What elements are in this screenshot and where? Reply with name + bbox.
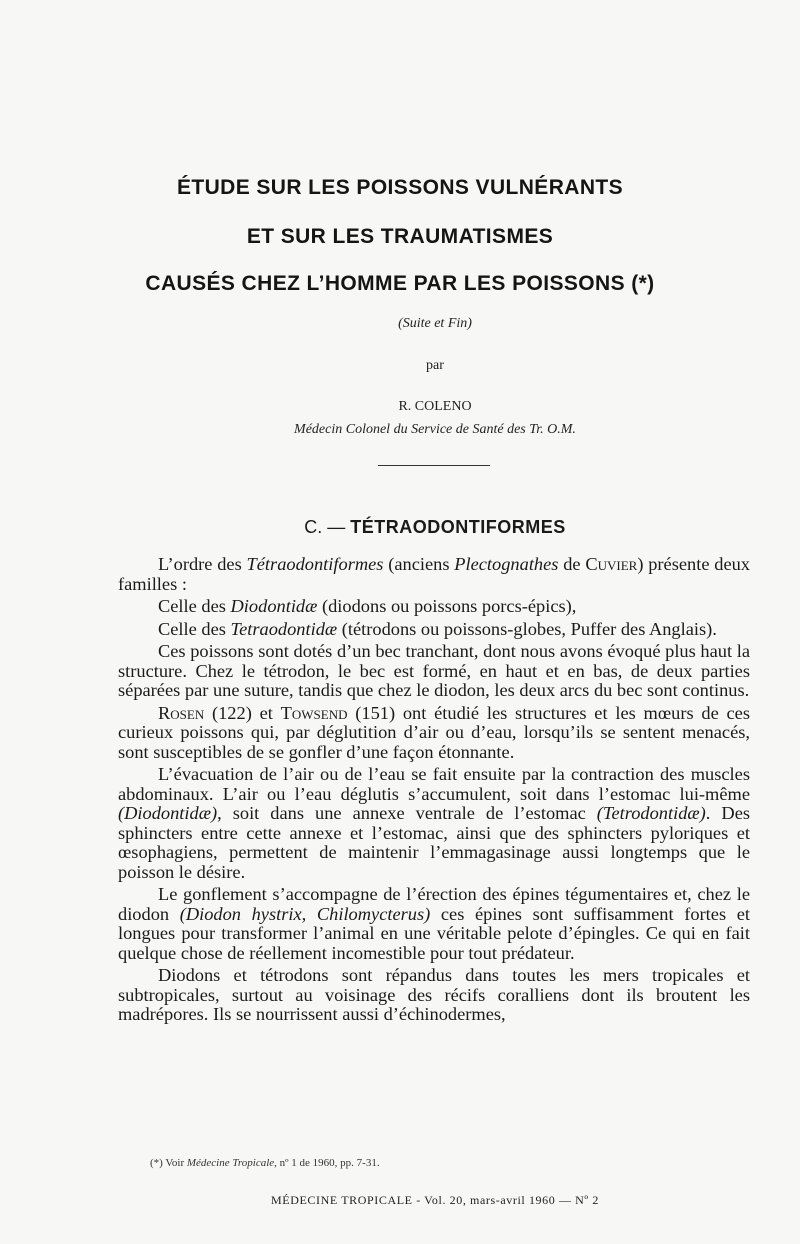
footnote: (*) Voir Médecine Tropicale, nº 1 de 1960, pp. 7-31. <box>150 1157 380 1169</box>
page-footer: MÉDECINE TROPICALE - Vol. 20, mars-avril 1960 — Nº 2 <box>271 1193 599 1207</box>
section-dash: — <box>327 517 346 537</box>
paragraph-6: L’évacuation de l’air ou de l’eau se fait ensuite par la contraction des muscles abdominaux. L’air ou l’eau déglutis s’accumulent, soit dans l’estomac lui-même (Diodontidæ), soit dans une annexe ventrale de l’estomac (Tetrodontidæ). Des sphincters entre cette annexe et l’estomac, ainsi que des sphincters pyloriques et œsophagiens, permettent de maintenir l’emmagasinage aussi longtemps que le poisson le désire. <box>118 764 751 882</box>
subtitle <box>0 316 800 332</box>
article-body <box>118 555 750 1025</box>
subtitle-text: (Suite et Fin) <box>398 316 472 331</box>
title-line-3: CAUSÉS CHEZ L’HOMME PAR LES POISSONS (*) <box>145 272 655 295</box>
paragraph-4: Ces poissons sont dotés d’un bec tranchant, dont nous avons évoqué plus haut la structure. Chez le tétrodon, le bec est formé, en haut et en bas, de deux parties séparées par une suture, tandis que chez le diodon, les deux arcs du bec sont continus. <box>118 641 750 700</box>
author-name: R. COLENO <box>398 399 472 414</box>
affiliation-text: Médecin Colonel du Service de Santé des Tr. O.M. <box>294 422 576 437</box>
section-title: TÉTRAODONTIFORMES <box>350 517 566 537</box>
title-line-2: ET SUR LES TRAUMATISMES <box>246 225 554 248</box>
separator-rule <box>378 465 490 466</box>
paragraph-8: Diodons et tétrodons sont répandus dans toutes les mers tropicales et subtropicales, surtout au voisinage des récifs coralliens dont ils broutent les madrépores. Ils se nourrissent aussi d’échinodermes, <box>118 965 750 1024</box>
by-line: par <box>426 358 444 373</box>
paragraph-3: Celle des Tetraodontidæ (tétrodons ou poissons-globes, Puffer des Anglais). <box>158 618 717 639</box>
title-line-1: ÉTUDE SUR LES POISSONS VULNÉRANTS <box>176 176 624 199</box>
author-affiliation <box>0 422 800 438</box>
paragraph-2: Celle des Diodontidæ (diodons ou poissons porcs-épics), <box>158 596 577 616</box>
section-number: C. <box>304 517 323 537</box>
paragraph-1: L’ordre des Tétraodontiformes (anciens Plectognathes de Cuvier) présente deux familles : <box>118 554 751 594</box>
paragraph-5: Rosen (122) et Towsend (151) ont étudié les structures et les mœurs de ces curieux poissons qui, par déglutition d’air ou d’eau, lorsqu’ils se sentent menacés, sont susceptibles de se gonfler d’une façon étonnante. <box>118 702 750 762</box>
paragraph-7: Le gonflement s’accompagne de l’érection des épines tégumentaires et, chez le diodon (Diodon hystrix, Chilomycterus) ces épines sont suffisamment fortes et longues pour transformer l’animal en une véritable pelote d’épingles. Ce qui en fait quelque chose de réellement incomestible pour tout prédateur. <box>118 884 750 963</box>
section-heading <box>0 517 800 538</box>
